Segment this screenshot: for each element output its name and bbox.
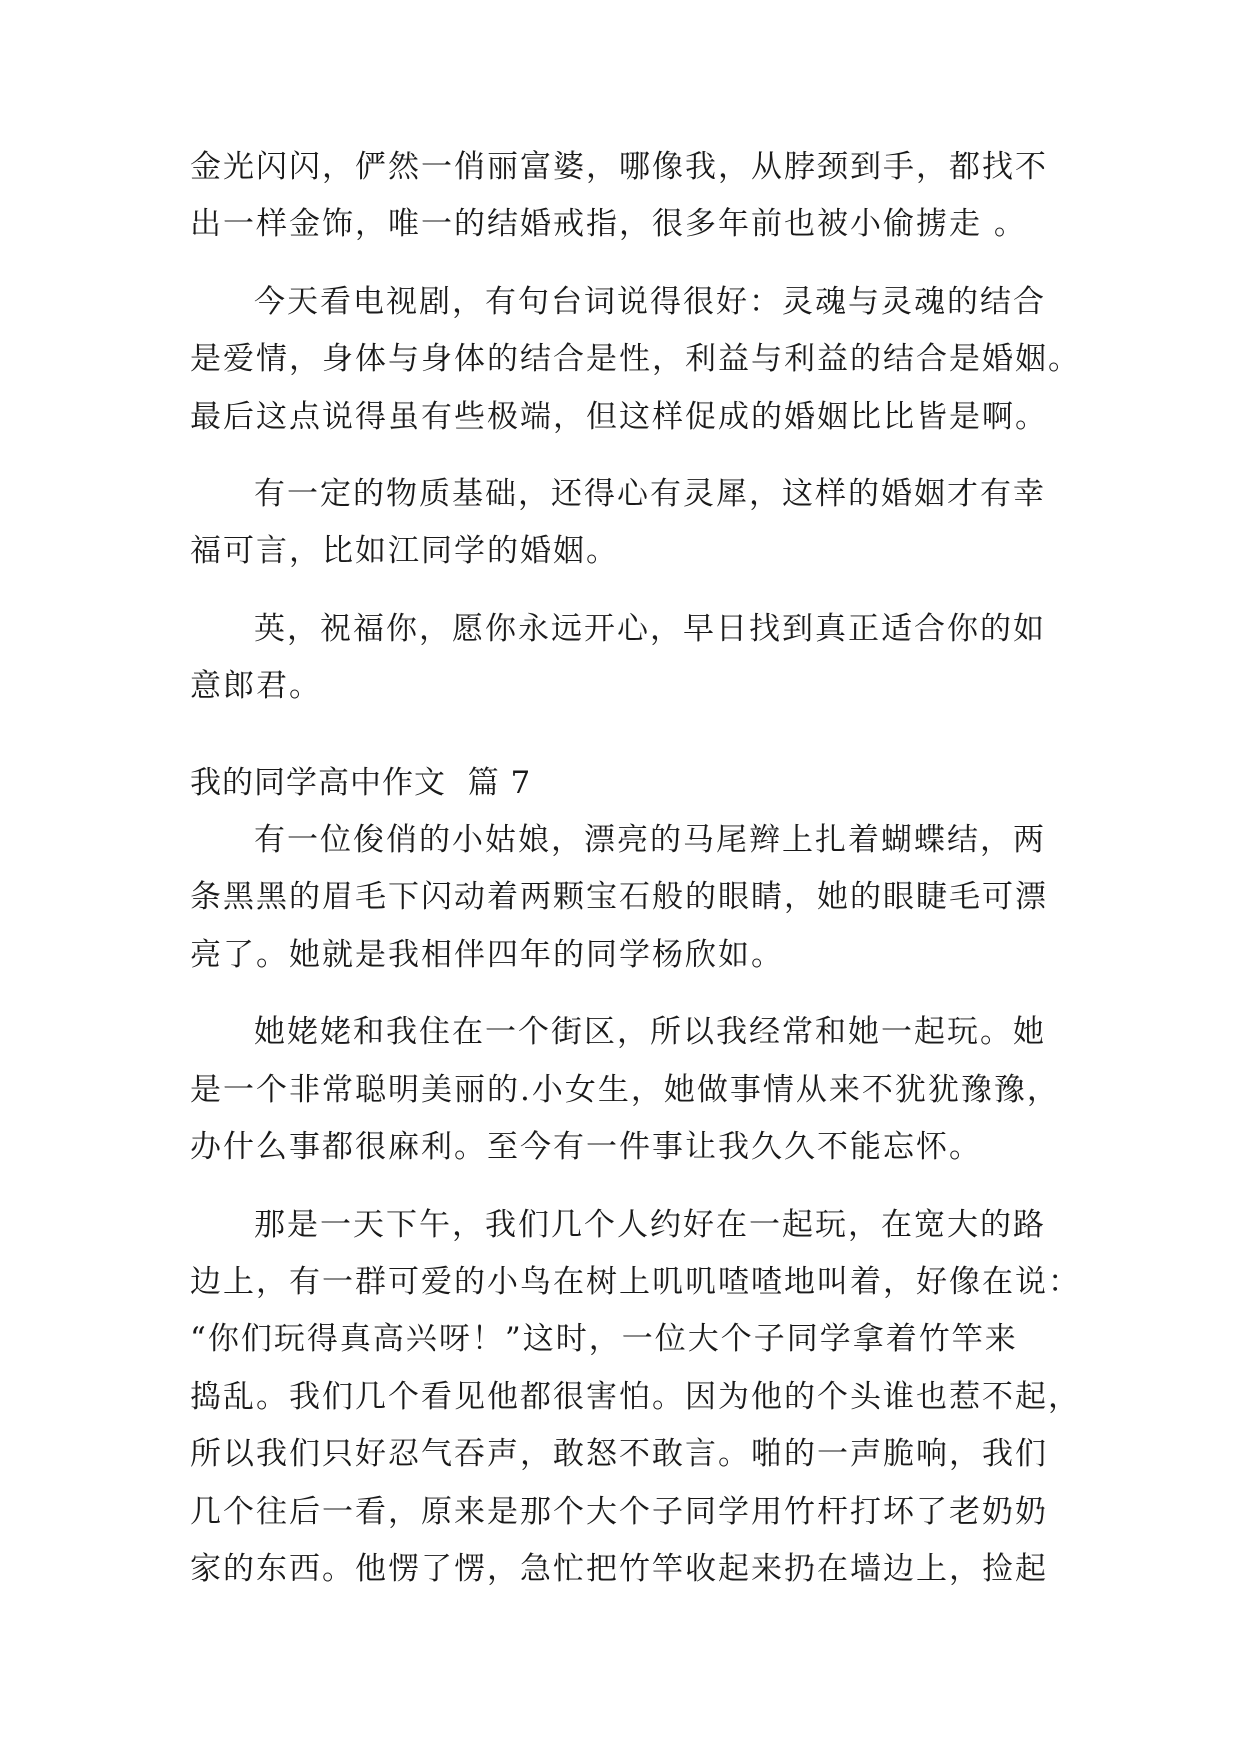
text-line: 边上，有一群可爱的小鸟在树上叽叽喳喳地叫着，好像在说：	[190, 1264, 1081, 1300]
text-line: 几个往后一看，原来是那个大个子同学用竹杆打坏了老奶奶	[190, 1494, 1048, 1530]
text-line: 最后这点说得虽有些极端，但这样促成的婚姻比比皆是啊。	[190, 399, 1048, 435]
text-line: 出一样金饰，唯一的结婚戒指，很多年前也被小偷掳走 。	[190, 206, 1027, 242]
text-line: 福可言，比如江同学的婚姻。	[190, 533, 619, 569]
text-line: 她姥姥和我住在一个街区，所以我经常和她一起玩。她	[254, 1014, 1046, 1050]
text-line: 有一定的物质基础，还得心有灵犀，这样的婚姻才有幸	[254, 476, 1046, 512]
text-line: 今天看电视剧，有句台词说得很好：灵魂与灵魂的结合	[254, 284, 1046, 320]
text-line: 亮了。她就是我相伴四年的同学杨欣如。	[190, 937, 784, 973]
text-line: 金光闪闪，俨然一俏丽富婆，哪像我，从脖颈到手，都找不	[190, 149, 1048, 185]
text-line: 意郎君。	[190, 668, 322, 704]
text-line: 那是一天下午，我们几个人约好在一起玩，在宽大的路	[254, 1207, 1046, 1243]
text-line: 是一个非常聪明美丽的.小女生，她做事情从来不犹犹豫豫，	[190, 1072, 1060, 1108]
text-line: 条黑黑的眉毛下闪动着两颗宝石般的眼睛，她的眼睫毛可漂	[190, 879, 1048, 915]
text-line: 有一位俊俏的小姑娘，漂亮的马尾辫上扎着蝴蝶结，两	[254, 822, 1046, 858]
text-line: 英，祝福你，愿你永远开心，早日找到真正适合你的如	[254, 611, 1046, 647]
text-line: “你们玩得真高兴呀！”这时，一位大个子同学拿着竹竿来	[190, 1321, 1018, 1357]
text-line: 家的东西。他愣了愣，急忙把竹竿收起来扔在墙边上，捡起	[190, 1551, 1048, 1587]
text-line: 捣乱。我们几个看见他都很害怕。因为他的个头谁也惹不起，	[190, 1379, 1081, 1415]
text-line: 办什么事都很麻利。至今有一件事让我久久不能忘怀。	[190, 1129, 982, 1165]
text-line: 是爱情，身体与身体的结合是性，利益与利益的结合是婚姻。	[190, 341, 1081, 377]
text-line: 所以我们只好忍气吞声，敢怒不敢言。啪的一声脆响，我们	[190, 1436, 1048, 1472]
section-heading: 我的同学高中作文 篇 7	[190, 765, 532, 801]
